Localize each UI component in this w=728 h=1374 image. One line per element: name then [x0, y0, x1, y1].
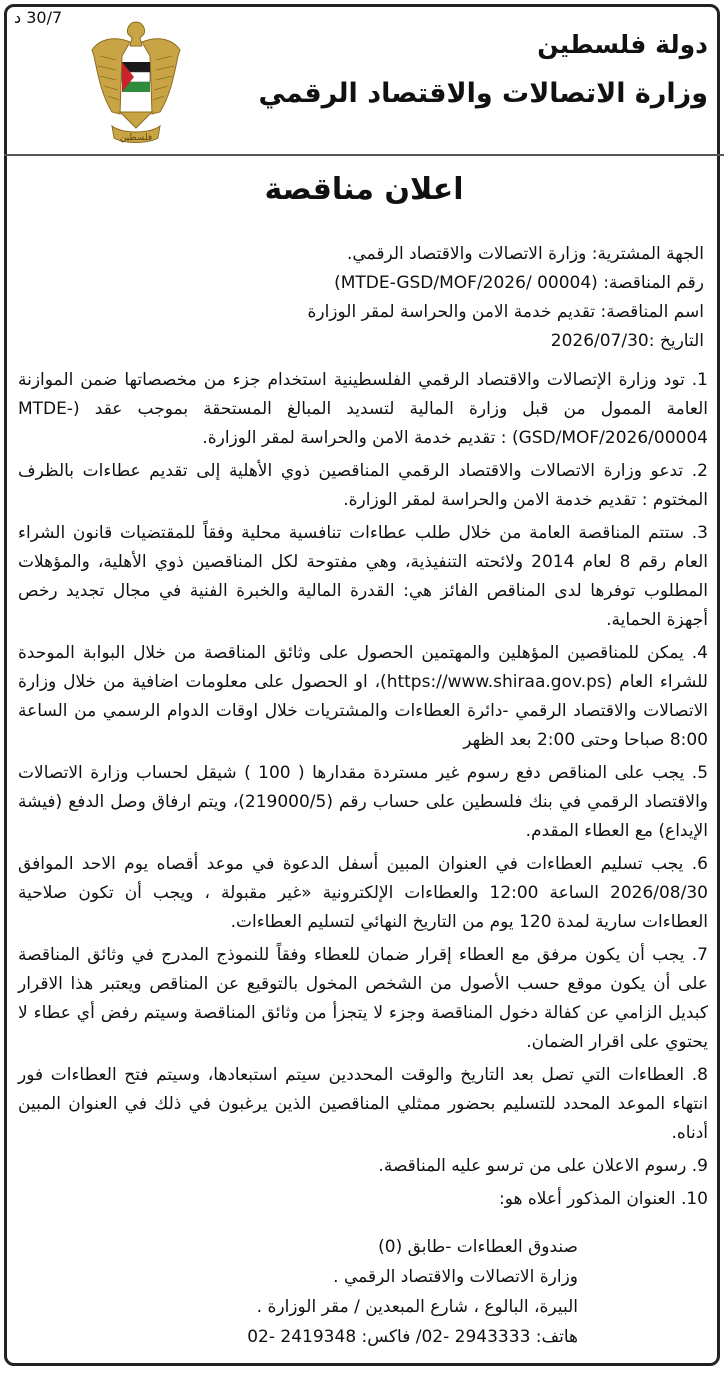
tender-name-line: اسم المناقصة: تقديم خدمة الامن والحراسة لمقر الوزارة: [307, 302, 704, 322]
item-4: 4. يمكن للمناقصين المؤهلين والمهتمين الحصول على وثائق المناقصة من خلال البوابة الموحدة للشراء العام (https://www.shiraa.gov.ps)، او الحصول على معلومات اضافية من خلال وزارة الاتصالات والاقتصاد الرقمي -دائرة العطاءات والمشتريات خلال اوقات الدوام الرسمي من الساعة 8:00 صباحا وحتى 2:00 بعد الظهر: [18, 643, 708, 750]
item-8: 8. العطاءات التي تصل بعد التاريخ والوقت المحددين سيتم استبعادها، وسيتم فتح العطاءات فور انتهاء الموعد المحدد للتسليم بحضور ممثلي المناقصين الذين يرغبون في ذلك في العنوان المبين أدناه.: [18, 1065, 708, 1143]
item-2: 2. تدعو وزارة الاتصالات والاقتصاد الرقمي المناقصين ذوي الأهلية إلى تقديم عطاءات بالظرف المختوم : تقديم خدمة الامن والحراسة لمقر الوزارة.: [18, 461, 708, 510]
ministry-name: وزارة الاتصالات والاقتصاد الرقمي: [258, 78, 708, 109]
date-line: التاريخ :2026/07/30: [550, 331, 704, 351]
address-line-2: وزارة الاتصالات والاقتصاد الرقمي .: [333, 1267, 578, 1287]
item-10: 10. العنوان المذكور أعلاه هو:: [498, 1189, 708, 1209]
item-6: 6. يجب تسليم العطاءات في العنوان المبين أسفل الدعوة في موعد أقصاه يوم الاحد الموافق 2026/08/30 الساعة 12:00 والعطاءات الإلكترونية «غير مقبولة ، ويجب أن تكون صلاحية العطاءات سارية لمدة 120 يوم من التاريخ النهائي لتسليم العطاءات.: [18, 854, 708, 932]
item-7: 7. يجب أن يكون مرفق مع العطاء إقرار ضمان للعطاء وفقاً للنموذج المدرج في وثائق المناقصة على أن يكون موقع حسب الأصول من الشخص المخول بالتوقيع عن المناقص ويعتبر هذا الاقرار كبديل الزامي عن كفالة دخول المناقصة وجزء لا يتجزأ من وثائق المناقصة وسيتم رفض أي عطاء لا يحتوي على اقرار الضمان.: [18, 945, 708, 1052]
document-code: 30/7 د: [14, 8, 63, 27]
palestine-eagle-emblem-icon: [86, 16, 186, 148]
item-5: 5. يجب على المناقص دفع رسوم غير مستردة مقدارها ( 100 ) شيقل لحساب وزارة الاتصالات والاقتصاد الرقمي في بنك فلسطين على حساب رقم (219000/5)، ويتم ارفاق وصل الدفع (فيشة الإيداع) مع العطاء المقدم.: [18, 763, 709, 841]
address-line-4: هاتف: 2943333 -02/ فاكس: 2419348 -02: [247, 1327, 578, 1347]
buyer-line: الجهة المشترية: وزارة الاتصالات والاقتصاد الرقمي.: [346, 244, 704, 264]
emblem-text: فلسطين: [119, 133, 153, 143]
item-1: 1. تود وزارة الإتصالات والاقتصاد الرقمي الفلسطينية استخدام جزء من مخصصاتها ضمن الموازنة العامة الممول من قبل وزارة المالية لتسديد المبالغ المستحقة بموجب عقد (MTDE-GSD/MOF/2026/00004) : تقديم خدمة الامن والحراسة لمقر الوزارة.: [18, 370, 708, 448]
tender-meta: [24, 240, 704, 356]
page-title: اعلان مناقصة: [264, 172, 464, 207]
header-divider: [4, 154, 724, 156]
item-9: 9. رسوم الاعلان على من ترسو عليه المناقصة.: [378, 1156, 708, 1176]
tender-number-line: رقم المناقصة: (MTDE-GSD/MOF/2026/ 00004): [334, 273, 704, 293]
item-3: 3. ستتم المناقصة العامة من خلال طلب عطاءات تنافسية محلية وفقاً للمقتضيات قانون الشراء العام رقم 8 لعام 2014 ولائحته التنفيذية، وهي مفتوحة لكل المناقصين ذوي الأهلية، والمؤهلات المطلوب توفرها لدى المناقص الفائز هي: القدرة المالية والخبرة الفنية في مجال تجديد رخص أجهزة الحماية.: [18, 523, 708, 630]
address-block: [18, 1232, 578, 1352]
state-name: دولة فلسطين: [537, 30, 708, 59]
address-line-3: البيرة، البالوع ، شارع المبعدين / مقر الوزارة .: [256, 1297, 578, 1317]
address-line-1: صندوق العطاءات -طابق (0): [378, 1237, 578, 1257]
tender-items: [18, 366, 708, 1218]
